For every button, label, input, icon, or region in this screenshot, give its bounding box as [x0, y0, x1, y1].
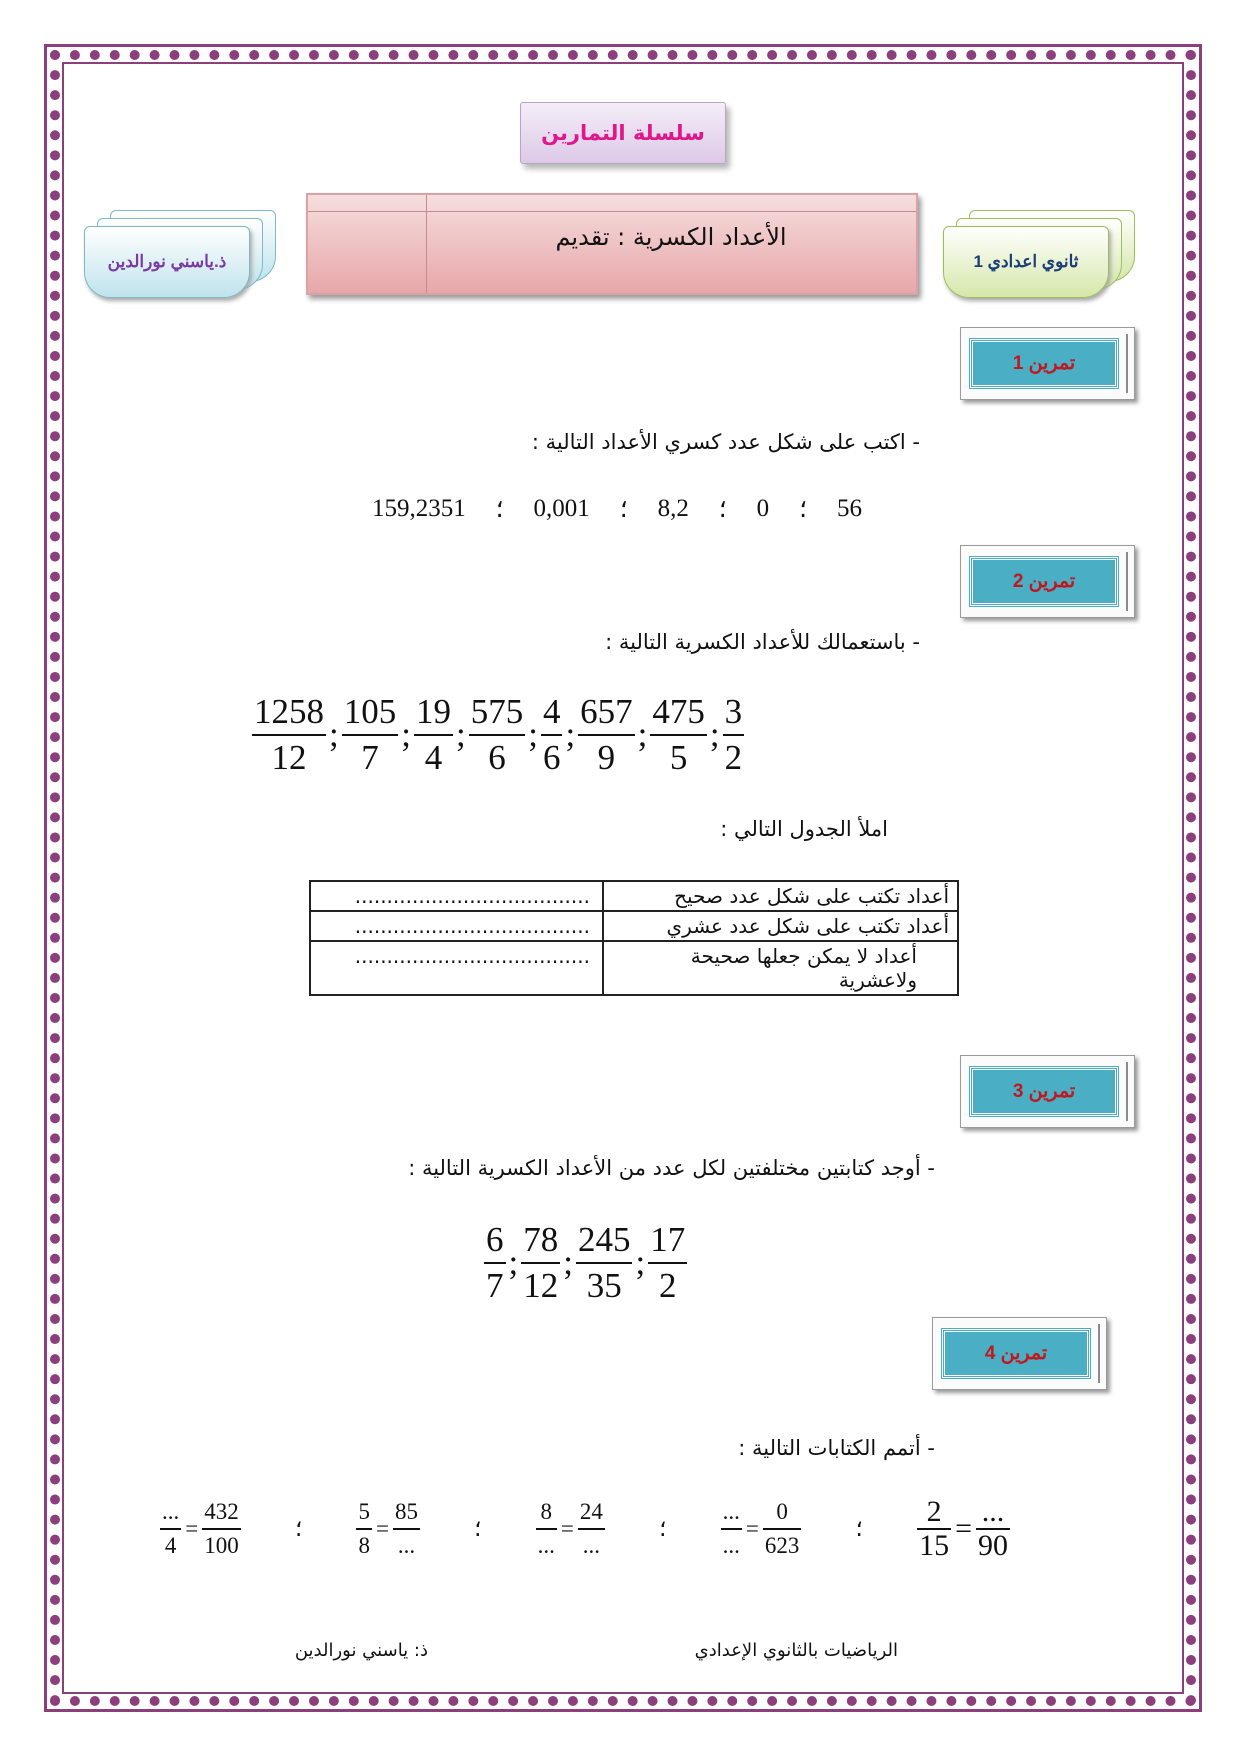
equation: $\frac{5}{8}$ = $\frac{85}{...}$: [358, 1499, 418, 1558]
number-item: 8,2: [657, 495, 689, 522]
page-title: الأعداد الكسرية : تقديم: [555, 223, 787, 251]
equation: $\frac{...}{...}$ = $\frac{0}{623}$: [722, 1499, 800, 1558]
page-border-inner: [62, 62, 1184, 1694]
fraction: $\frac{657}{9}$: [580, 692, 633, 777]
separator: ؛: [659, 1516, 667, 1541]
answer-blank[interactable]: .....................................: [310, 941, 603, 995]
equation: $\frac{8}{...}$ = $\frac{24}{...}$: [537, 1499, 603, 1558]
series-label: سلسلة التمارين: [541, 121, 705, 145]
exercise-2-label: تمرين 2: [1012, 571, 1076, 592]
exercise-4-equations: [160, 1495, 1010, 1562]
equation: $\frac{...}{4}$ = $\frac{432}{100}$: [162, 1499, 239, 1558]
fraction: $\frac{1258}{12}$: [254, 692, 324, 777]
equation: $\frac{2}{15}$ = $\frac{...}{90}$: [919, 1495, 1008, 1562]
exercise-1-label: تمرين 1: [1012, 353, 1076, 374]
number-item: 159,2351: [372, 495, 466, 522]
fraction: $\frac{105}{7}$: [343, 692, 397, 777]
row-label: أعداد تكتب على شكل عدد صحيح: [603, 881, 958, 911]
row-label: أعداد لا يمكن جعلها صحيحة ولاعشرية: [603, 941, 958, 995]
classification-table: [309, 880, 959, 996]
table-row: [310, 911, 958, 941]
exercise-1-header: [960, 327, 1135, 400]
exercise-3-fractions: $\frac{6}{7}$ ; $\frac{78}{12}$ ; $\frac{245}{35}$ ; $\frac{17}{2}$: [486, 1220, 686, 1305]
fraction: $\frac{4}{6}$: [542, 692, 561, 777]
separator: ؛: [495, 496, 504, 523]
exercise-1-numbers: [372, 494, 862, 524]
exercise-4-header: [932, 1317, 1107, 1390]
table-row: [310, 881, 958, 911]
fraction: $\frac{245}{35}$: [577, 1220, 631, 1305]
footer-teacher: ذ: ياسني نورالدين: [294, 1640, 428, 1661]
exercise-2-header: [960, 545, 1135, 618]
separator: ؛: [294, 1516, 303, 1541]
exercise-2-fractions: $\frac{1258}{12}$ ; $\frac{105}{7}$ ; $\frac{19}{4}$ ; $\frac{575}{6}$ ; $\frac{4}{6}$ ; $\frac{657}{9}$ ; $\frac{475}{5}$ ; $\frac{3}{2}$: [254, 692, 743, 777]
footer-subject: الرياضيات بالثانوي الإعدادي: [694, 1640, 898, 1661]
title-banner: [306, 193, 918, 295]
number-item: 0: [756, 495, 770, 522]
fraction: $\frac{19}{4}$: [415, 692, 451, 777]
table-instruction: املأ الجدول التالي :: [720, 817, 888, 841]
fraction: $\frac{475}{5}$: [652, 692, 705, 777]
answer-blank[interactable]: .....................................: [310, 881, 603, 911]
level-tag: [943, 210, 1133, 300]
fraction: $\frac{78}{12}$: [523, 1220, 559, 1305]
fraction: $\frac{3}{2}$: [724, 692, 743, 777]
series-label-tag: [520, 102, 726, 164]
level-tag-label: 1 ثانوي اعدادي: [943, 226, 1109, 298]
exercise-2-instruction: - باستعمالك للأعداد الكسرية التالية :: [605, 630, 920, 654]
separator: ؛: [619, 496, 628, 523]
number-item: 0,001: [533, 495, 590, 522]
fraction: $\frac{17}{2}$: [650, 1220, 686, 1305]
fraction: $\frac{6}{7}$: [486, 1220, 504, 1305]
exercise-3-instruction: - أوجد كتابتين مختلفتين لكل عدد من الأعداد الكسرية التالية :: [408, 1156, 935, 1180]
exercise-4-instruction: - أتمم الكتابات التالية :: [738, 1436, 935, 1460]
exercise-3-label: تمرين 3: [1012, 1081, 1076, 1102]
exercise-4-label: تمرين 4: [984, 1343, 1048, 1364]
fraction: $\frac{575}{6}$: [470, 692, 524, 777]
number-item: 56: [836, 495, 862, 522]
separator: ؛: [799, 496, 808, 523]
exercise-3-header: [960, 1055, 1135, 1128]
separator: ؛: [718, 496, 727, 523]
teacher-tag: [84, 210, 274, 300]
row-label: أعداد تكتب على شكل عدد عشري: [603, 911, 958, 941]
table-row: [310, 941, 958, 995]
exercise-1-instruction: - اكتب على شكل عدد كسري الأعداد التالية :: [531, 430, 920, 454]
separator: ؛: [474, 1516, 482, 1541]
answer-blank[interactable]: .....................................: [310, 911, 603, 941]
teacher-tag-label: ذ.ياسني نورالدين: [84, 226, 250, 298]
separator: ؛: [855, 1516, 863, 1541]
